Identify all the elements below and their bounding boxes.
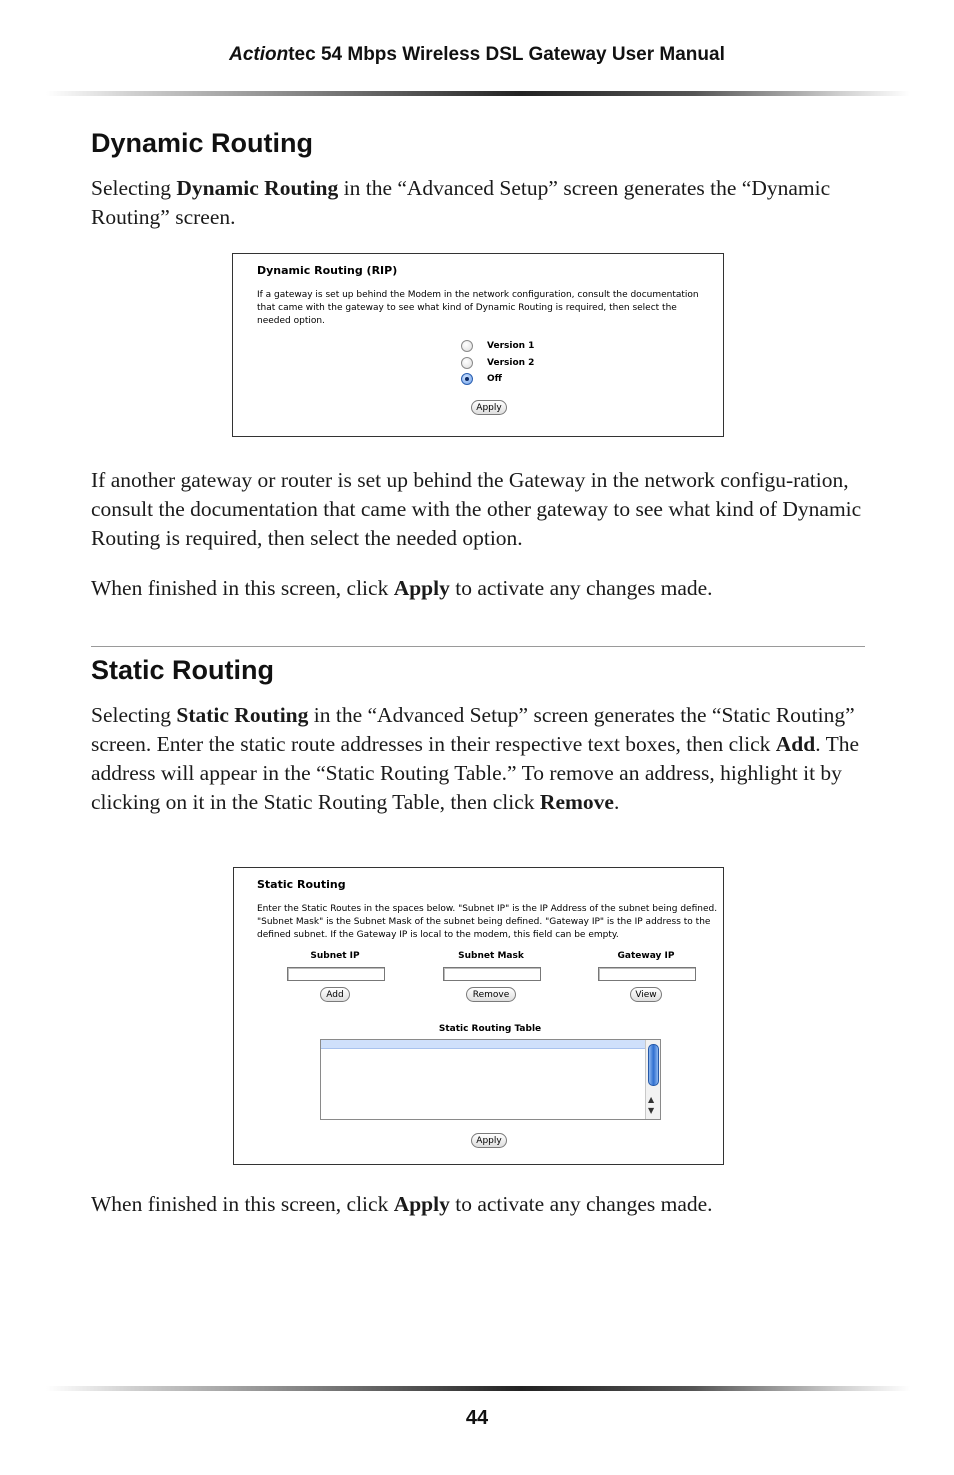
scroll-down-icon[interactable]: ▼ — [648, 1106, 655, 1115]
apply-button[interactable]: Apply — [471, 400, 507, 415]
header-title-text: tec 54 Mbps Wireless DSL Gateway User Manual — [288, 44, 725, 65]
subnet-mask-label: Subnet Mask — [458, 951, 524, 961]
radio-option-version-2[interactable] — [461, 356, 534, 370]
dynamic-routing-screenshot — [232, 253, 724, 437]
footer-rule — [46, 1386, 910, 1391]
radio-label: Off — [487, 374, 502, 384]
panel-title: Static Routing — [257, 878, 346, 891]
static-routing-table-title: Static Routing Table — [438, 1024, 542, 1034]
section-divider — [91, 646, 865, 647]
header-rule — [46, 91, 910, 96]
dynamic-routing-intro: Selecting Dynamic Routing in the “Advanced Setup” screen generates the “Dynamic Routing” screen. — [91, 176, 831, 229]
static-routing-table[interactable] — [320, 1039, 661, 1120]
add-button[interactable]: Add — [320, 987, 350, 1002]
dynamic-routing-heading: Dynamic Routing — [91, 128, 314, 158]
radio-label: Version 2 — [487, 358, 535, 368]
subnet-ip-label: Subnet IP — [310, 951, 360, 961]
radio-option-off[interactable] — [461, 372, 502, 386]
static-routing-screenshot — [233, 867, 724, 1165]
static-routing-heading: Static Routing — [91, 655, 274, 685]
header-brand: Action — [229, 44, 289, 65]
panel-description: Enter the Static Routes in the spaces below. "Subnet IP" is the IP Address of the subnet being defined. "Subnet Mask" is the Subnet Mask of the subnet being defined. "Gateway IP" is the IP address to the defined subnet. If the Gateway IP is local to the modem, this field can be empty. — [257, 904, 718, 940]
radio-button[interactable] — [461, 357, 473, 369]
panel-description: If a gateway is set up behind the Modem in the network configuration, consult the documentation that came with the gateway to see what kind of Dynamic Routing is required, then select the needed option. — [257, 290, 699, 326]
scrollbar-thumb[interactable] — [648, 1044, 659, 1086]
gateway-ip-label: Gateway IP — [617, 951, 675, 961]
subnet-ip-input[interactable] — [287, 967, 385, 981]
radio-button[interactable] — [461, 340, 473, 352]
dynamic-routing-finish-note: When finished in this screen, click Apply to activate any changes made. — [91, 576, 713, 600]
dynamic-routing-description: If another gateway or router is set up behind the Gateway in the network configu-ration, consult the documentation that came with the other gateway to see what kind of Dynamic Routing is required, then select the needed option. — [91, 468, 862, 550]
subnet-mask-input[interactable] — [443, 967, 541, 981]
table-scrollbar[interactable] — [645, 1040, 660, 1119]
running-header — [0, 44, 954, 66]
panel-title: Dynamic Routing (RIP) — [257, 264, 398, 277]
remove-button[interactable]: Remove — [466, 987, 516, 1002]
page-number: 44 — [465, 1407, 489, 1429]
table-row-selected[interactable] — [321, 1040, 645, 1049]
gateway-ip-input[interactable] — [598, 967, 696, 981]
radio-label: Version 1 — [487, 341, 535, 351]
radio-option-version-1[interactable] — [461, 339, 534, 353]
view-button[interactable]: View — [630, 987, 662, 1002]
static-routing-intro: Selecting Static Routing in the “Advanced Setup” screen generates the “Static Routing” screen. Enter the static route addresses in their respective text boxes, then click Add. The address will appear in the “Static Routing Table.” To remove an address, highlight it by clicking on it in the Static Routing Table, then click Remove. — [91, 703, 860, 814]
scroll-up-icon[interactable]: ▲ — [648, 1095, 655, 1104]
static-routing-finish-note: When finished in this screen, click Apply to activate any changes made. — [91, 1192, 713, 1216]
apply-button[interactable]: Apply — [471, 1133, 507, 1148]
radio-button-selected[interactable] — [461, 373, 473, 385]
